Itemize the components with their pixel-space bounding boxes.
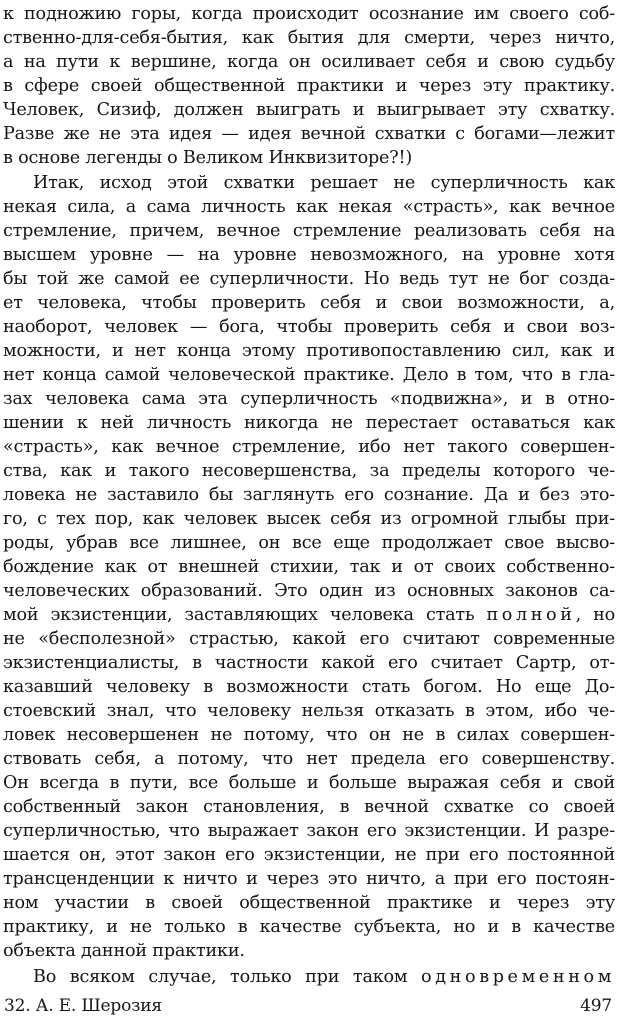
text-line: к подножию горы, когда происходит осознание им своего соб-: [3, 4, 615, 24]
text-line: роды, убрав все лишнее, он все еще продолжает свое высво-: [3, 533, 615, 553]
page-number: 497: [580, 996, 612, 1016]
paragraph-first-line: [33, 965, 615, 989]
text-line: не «бесполезной» страстью, какой его считают современные: [3, 629, 615, 649]
text-line: стремление, причем, вечное стремление реализовать себя на: [3, 221, 615, 241]
text-line: некая сила, а сама личность как некая «страсть», как вечное: [3, 197, 615, 217]
text-line: ловека не заставило бы заглянуть его сознание. Да и без это-: [3, 485, 615, 505]
text-line: шении к ней личность никогда не перестает оставаться как: [3, 413, 615, 433]
text-line: Он всегда в пути, все больше и больше выражая себя и свой: [3, 773, 615, 793]
text-line: ет человека, чтобы проверить себя и свои возможности, а,: [3, 293, 615, 313]
text-line: собственный закон становления, в вечной схватке со своей: [3, 797, 615, 817]
text-run: , но: [575, 605, 615, 625]
text-line: наоборот, человек — бога, чтобы проверить себя и свои воз-: [3, 317, 615, 337]
text-line: в сфере своей общественной практики и через эту практику.: [3, 76, 615, 96]
text-run: мой экзистенции, заставляющих человека стать: [3, 605, 487, 625]
text-line: «страсть», как вечное стремление, ибо нет такого совершен-: [3, 437, 615, 457]
text-line: Человек, Сизиф, должен выиграть и выигрывает эту схватку.: [3, 100, 615, 120]
text-line: нет конца самой человеческой практике. Дело в том, что в гла-: [3, 365, 615, 385]
spaced-emphasis: полной: [486, 605, 576, 625]
text-run: Во всяком случае, только при таком: [33, 967, 422, 987]
text-line: [3, 603, 615, 627]
text-line: ном участии в своей общественной практике и через эту: [3, 893, 615, 913]
text-line: шается он, этот закон его экзистенции, не при его постоянной: [3, 845, 615, 865]
text-line: объекта данной практики.: [3, 941, 245, 961]
text-line: человеческих образований. Это один из основных законов са-: [3, 581, 615, 601]
text-line: зах человека сама эта суперличность «подвижна», и в отно-: [3, 389, 615, 409]
text-line: а на пути к вершине, когда он осиливает себя и свою судьбу: [3, 52, 615, 72]
text-line: ствовать себя, а потому, что нет предела его совершенству.: [3, 749, 615, 769]
spaced-emphasis: одновременном: [421, 967, 615, 987]
text-line: суперличностью, что выражает закон его экзистенции. И разре-: [3, 821, 615, 841]
printer-signature: 32. А. Е. Шерозия: [4, 996, 162, 1016]
page-footer: [0, 992, 620, 1020]
paragraph-first-line: Итак, исход этой схватки решает не суперличность как: [33, 173, 615, 193]
text-line: экзистенциалисты, в частности какой его считает Сартр, от-: [3, 653, 615, 673]
text-line: трансценденции к ничто и через это ничто, а при его постоян-: [3, 869, 615, 889]
text-line: в основе легенды о Великом Инквизиторе?!): [3, 148, 413, 168]
text-line: казавший человеку в возможности стать богом. Но еще До-: [3, 677, 615, 697]
text-line: можности, и нет конца этому противопоставлению сил, как и: [3, 341, 615, 361]
text-line: ственно-для-себя-бытия, как бытия для смерти, через ничто,: [3, 28, 615, 48]
text-line: стоевский знал, что человеку нельзя отказать в этом, ибо че-: [3, 701, 615, 721]
text-line: ловек несовершенен не потому, что он не в силах совершен-: [3, 725, 615, 745]
text-line: практику, и не только в качестве субъекта, но и в качестве: [3, 917, 615, 937]
text-line: бы той же самой ее суперличности. Но ведь тут не бог созда-: [3, 269, 615, 289]
text-line: бождение как от внешней стихии, так и от своих собственно-: [3, 557, 615, 577]
text-line: го, с тех пор, как человек высек себя из огромной глыбы при-: [3, 509, 615, 529]
text-line: высшем уровне — на уровне невозможного, на уровне хотя: [3, 245, 615, 265]
text-line: Разве же не эта идея — идея вечной схватки с богами—лежит: [3, 124, 615, 144]
text-line: ства, как и такого несовершенства, за пределы которого че-: [3, 461, 615, 481]
